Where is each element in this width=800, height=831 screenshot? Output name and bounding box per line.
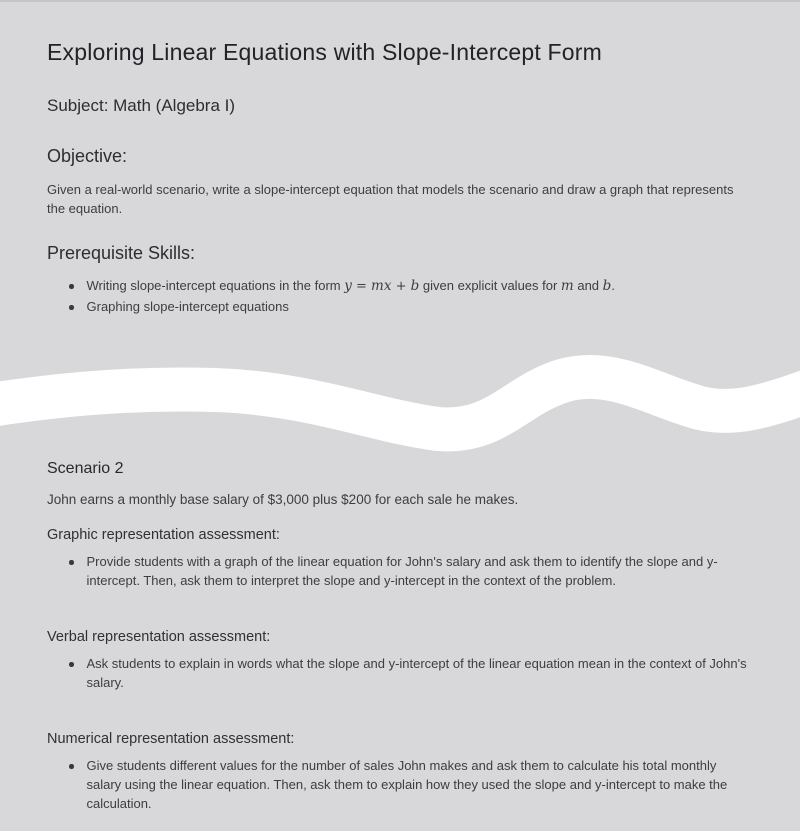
bullet-icon [69,305,74,310]
scenario-heading: Scenario 2 [47,460,124,477]
page-title: Exploring Linear Equations with Slope-Intercept Form [47,39,603,65]
list-item-text: Give students different values for the number of sales John makes and ask them to calculate his total monthly salary using the linear equation. Then, ask them to explain how they used the slope and y-intercept to make the calculation. [86,758,728,811]
wave-path [0,377,800,430]
graphic-assessment-heading: Graphic representation assessment: [47,527,280,543]
list-item-text: Provide students with a graph of the linear equation for John's salary and ask them to identify the slope and y-intercept. Then, ask them to interpret the slope and y-intercept in the context of the problem. [86,554,718,588]
list-item [47,297,757,317]
list-item-text: Ask students to explain in words what the slope and y-intercept of the linear equation mean in the context of John's salary. [86,656,747,690]
math-variable: mx [371,278,392,294]
objective-body: Given a real-world scenario, write a slope-intercept equation that models the scenario and draw a graph that represents the equation. [47,182,734,216]
subject-line: Subject: Math (Algebra I) [47,96,236,115]
bullet-icon [69,764,74,769]
list-item [47,654,757,692]
verbal-assessment-list [47,654,757,692]
scenario-intro: John earns a monthly base salary of $3,000 plus $200 for each sale he makes. [47,492,519,507]
list-item-text: Graphing slope-intercept equations [86,299,289,314]
list-item-text [87,276,758,297]
numerical-assessment-list [47,756,757,813]
bullet-icon [69,662,74,667]
verbal-assessment-heading: Verbal representation assessment: [47,629,271,645]
math-variable: b [410,278,420,294]
math-variable: y [344,278,352,294]
graphic-assessment-list [47,552,757,590]
math-variable: b [602,278,612,294]
list-item [47,276,757,297]
bullet-icon [69,284,74,289]
list-item [47,756,757,813]
text-segment: given explicit values for [419,278,561,293]
prerequisites-heading: Prerequisite Skills: [47,243,196,263]
prerequisites-list [47,276,757,317]
math-operator: = [351,279,372,294]
text-segment: and [573,278,603,293]
text-segment: . [611,278,615,293]
math-operator: + [391,279,411,294]
objective-heading: Objective: [47,146,128,166]
text-segment: Writing slope-intercept equations in the form [86,278,345,293]
window-top-edge [0,0,800,2]
math-variable: m [560,278,574,294]
numerical-assessment-heading: Numerical representation assessment: [47,731,295,747]
bullet-icon [69,560,74,565]
list-item [47,552,757,590]
